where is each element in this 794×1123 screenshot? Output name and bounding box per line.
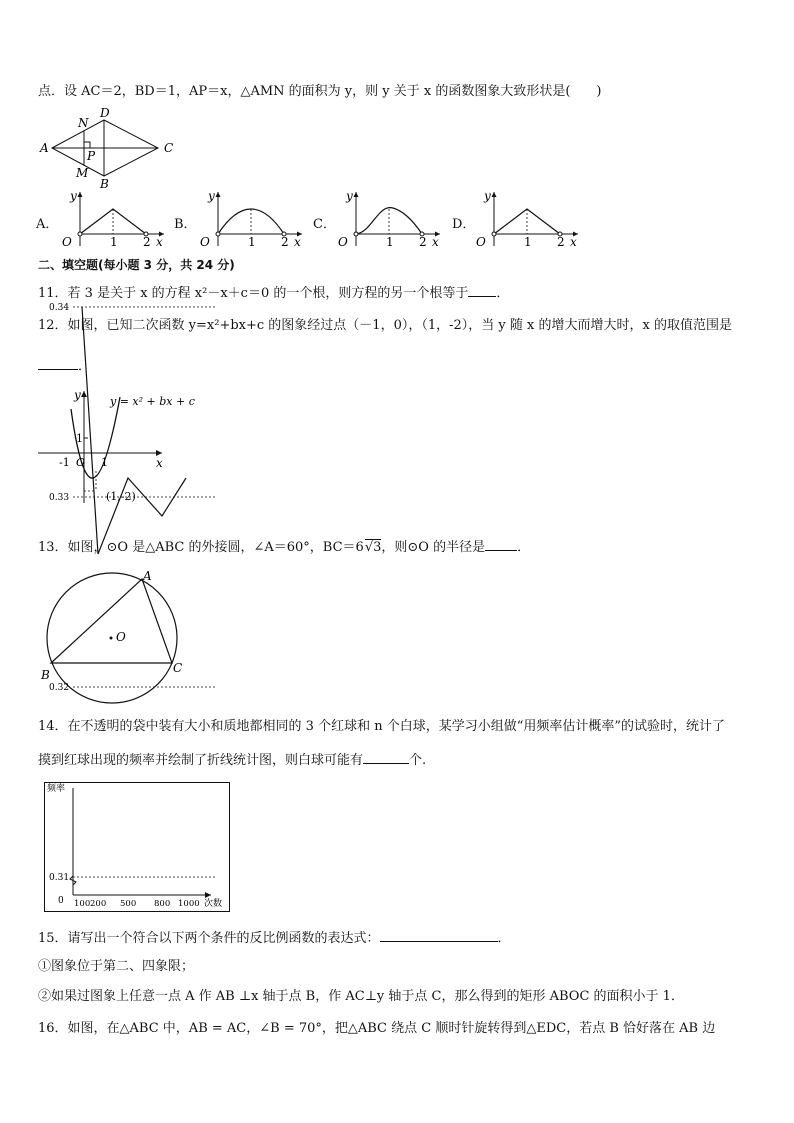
option-c-label: C． [313, 217, 336, 232]
option-axis-label: x [432, 235, 439, 249]
chart-origin: 0 [58, 896, 64, 906]
q15-cond2: ②如果过图象上任意一点 A 作 AB ⊥x 轴于点 B，作 AC⊥y 轴于点 C，那么得到的矩形 ABOC 的面积小于 1． [38, 989, 684, 1004]
option-axis-label: 1 [524, 235, 532, 249]
q13: 13．如图，⊙O 是△ABC 的外接圆，∠A＝60°，BC＝6√3，则⊙O 的半径是 ． [38, 536, 530, 557]
q11-answer-blank [468, 282, 496, 297]
option-b-graph [198, 188, 310, 250]
q12-y-label: y [74, 388, 81, 402]
q12-tick-neg1: -1 [59, 456, 70, 469]
q13-label-c: C [173, 661, 183, 675]
label-m: M [76, 166, 89, 180]
q15-text: 15．请写出一个符合以下两个条件的反比例函数的表达式： [38, 931, 380, 946]
option-axis-label: 1 [386, 235, 394, 249]
chart-x-tick: 800 [154, 899, 171, 909]
chart-y-tick: 0.31 [49, 873, 70, 883]
q14-answer-blank [363, 749, 409, 764]
option-axis-label: O [200, 235, 210, 249]
q15-answer-blank [380, 927, 498, 942]
q15: 15．请写出一个符合以下两个条件的反比例函数的表达式： ． [38, 927, 511, 948]
q16-text: 16．如图，在△ABC 中，AB = AC，∠B = 70°，把△ABC 绕点 C 顺时针旋转得到△EDC，若点 B 恰好落在 AB 边 [38, 1021, 716, 1036]
chart-y-tick: 0.32 [49, 683, 70, 693]
option-axis-label: 2 [557, 235, 565, 249]
chart-xlabel: 次数 [204, 899, 223, 909]
option-d-label: D． [452, 217, 476, 232]
chart-x-tick: 100 [74, 899, 91, 909]
label-p: P [87, 149, 96, 163]
rhombus-figure [36, 106, 186, 190]
q12-equation: y = x² + bx + c [110, 395, 195, 408]
q13-label-a: A [143, 569, 152, 583]
label-c: C [164, 141, 174, 155]
option-axis-label: 2 [419, 235, 427, 249]
q13-text-a: 13．如图，⊙O 是△ABC 的外接圆，∠A＝60°，BC＝6 [38, 540, 364, 555]
q13-text-b: ，则⊙O 的半径是 [381, 540, 486, 555]
q12-point-label: (1,-2) [106, 490, 136, 503]
option-axis-label: x [156, 235, 163, 249]
section-2-title: 二、填空题(每小题 3 分，共 24 分) [38, 258, 235, 272]
q12-tick-1: 1 [101, 456, 108, 469]
label-b: B [100, 177, 109, 191]
chart-ylabel: 频率 [47, 784, 66, 794]
q15-cond1: ①图象位于第二、四象限； [38, 959, 195, 974]
chart-y-tick: 0.34 [49, 303, 70, 313]
q10-stem: 点．设 AC＝2，BD＝1，AP＝x，△AMN 的面积为 y，则 y 关于 x 的函数图象大致形状是( ) [38, 84, 602, 99]
option-axis-label: 1 [110, 235, 118, 249]
q12-x-label: x [156, 456, 163, 470]
option-b-label: B． [174, 217, 197, 232]
option-axis-label: 1 [248, 235, 256, 249]
option-axis-label: 2 [143, 235, 151, 249]
q14-line2-a: 摸到红球出现的频率并绘制了折线统计图，则白球可能有 [38, 753, 364, 768]
option-axis-label: O [338, 235, 348, 249]
option-axis-label: O [62, 235, 72, 249]
chart-x-tick: 200 [90, 899, 107, 909]
label-a: A [40, 141, 49, 155]
chart-y-tick: 0.33 [49, 493, 70, 503]
q12-tick-y1: 1 [76, 432, 83, 445]
option-axis-label: x [294, 235, 301, 249]
q14-line2 [38, 749, 426, 770]
q12-origin: O [76, 456, 86, 469]
option-a-label: A． [36, 217, 59, 232]
option-axis-label: y [70, 189, 77, 203]
option-axis-label: O [476, 235, 486, 249]
option-d-graph [474, 188, 586, 250]
q13-sqrt: √3 [364, 540, 382, 555]
option-axis-label: y [484, 189, 491, 203]
q14-line2-b: 个. [409, 753, 427, 768]
q12-blank-line: ． [38, 355, 91, 376]
option-axis-label: y [208, 189, 215, 203]
q13-answer-blank [485, 536, 517, 551]
q12-text: 12．如图，已知二次函数 y=x²+bx+c 的图象经过点（－1，0），（1，-2），当 y 随 x 的增大而增大时，x 的取值范围是 [38, 318, 732, 333]
label-d: D [100, 106, 110, 120]
option-axis-label: y [346, 189, 353, 203]
label-n: N [78, 116, 89, 130]
chart-x-tick: 1000 [178, 899, 200, 909]
option-axis-label: 2 [281, 235, 289, 249]
option-axis-label: x [570, 235, 577, 249]
q13-label-o: O [116, 630, 126, 644]
q11: 11．若 3 是关于 x 的方程 x²－x＋c＝0 的一个根，则方程的另一个根等于 ． [38, 282, 509, 303]
option-a-graph [60, 188, 172, 250]
q14-line1: 14．在不透明的袋中装有大小和质地都相同的 3 个红球和 n 个白球，某学习小组做“用频率估计概率”的试验时，统计了 [38, 719, 726, 734]
option-c-graph [336, 188, 448, 250]
q12-answer-blank [38, 355, 78, 370]
chart-x-tick: 500 [120, 899, 137, 909]
q11-text: 11．若 3 是关于 x 的方程 x²－x＋c＝0 的一个根，则方程的另一个根等于 [38, 286, 469, 301]
q13-label-b: B [41, 668, 50, 682]
